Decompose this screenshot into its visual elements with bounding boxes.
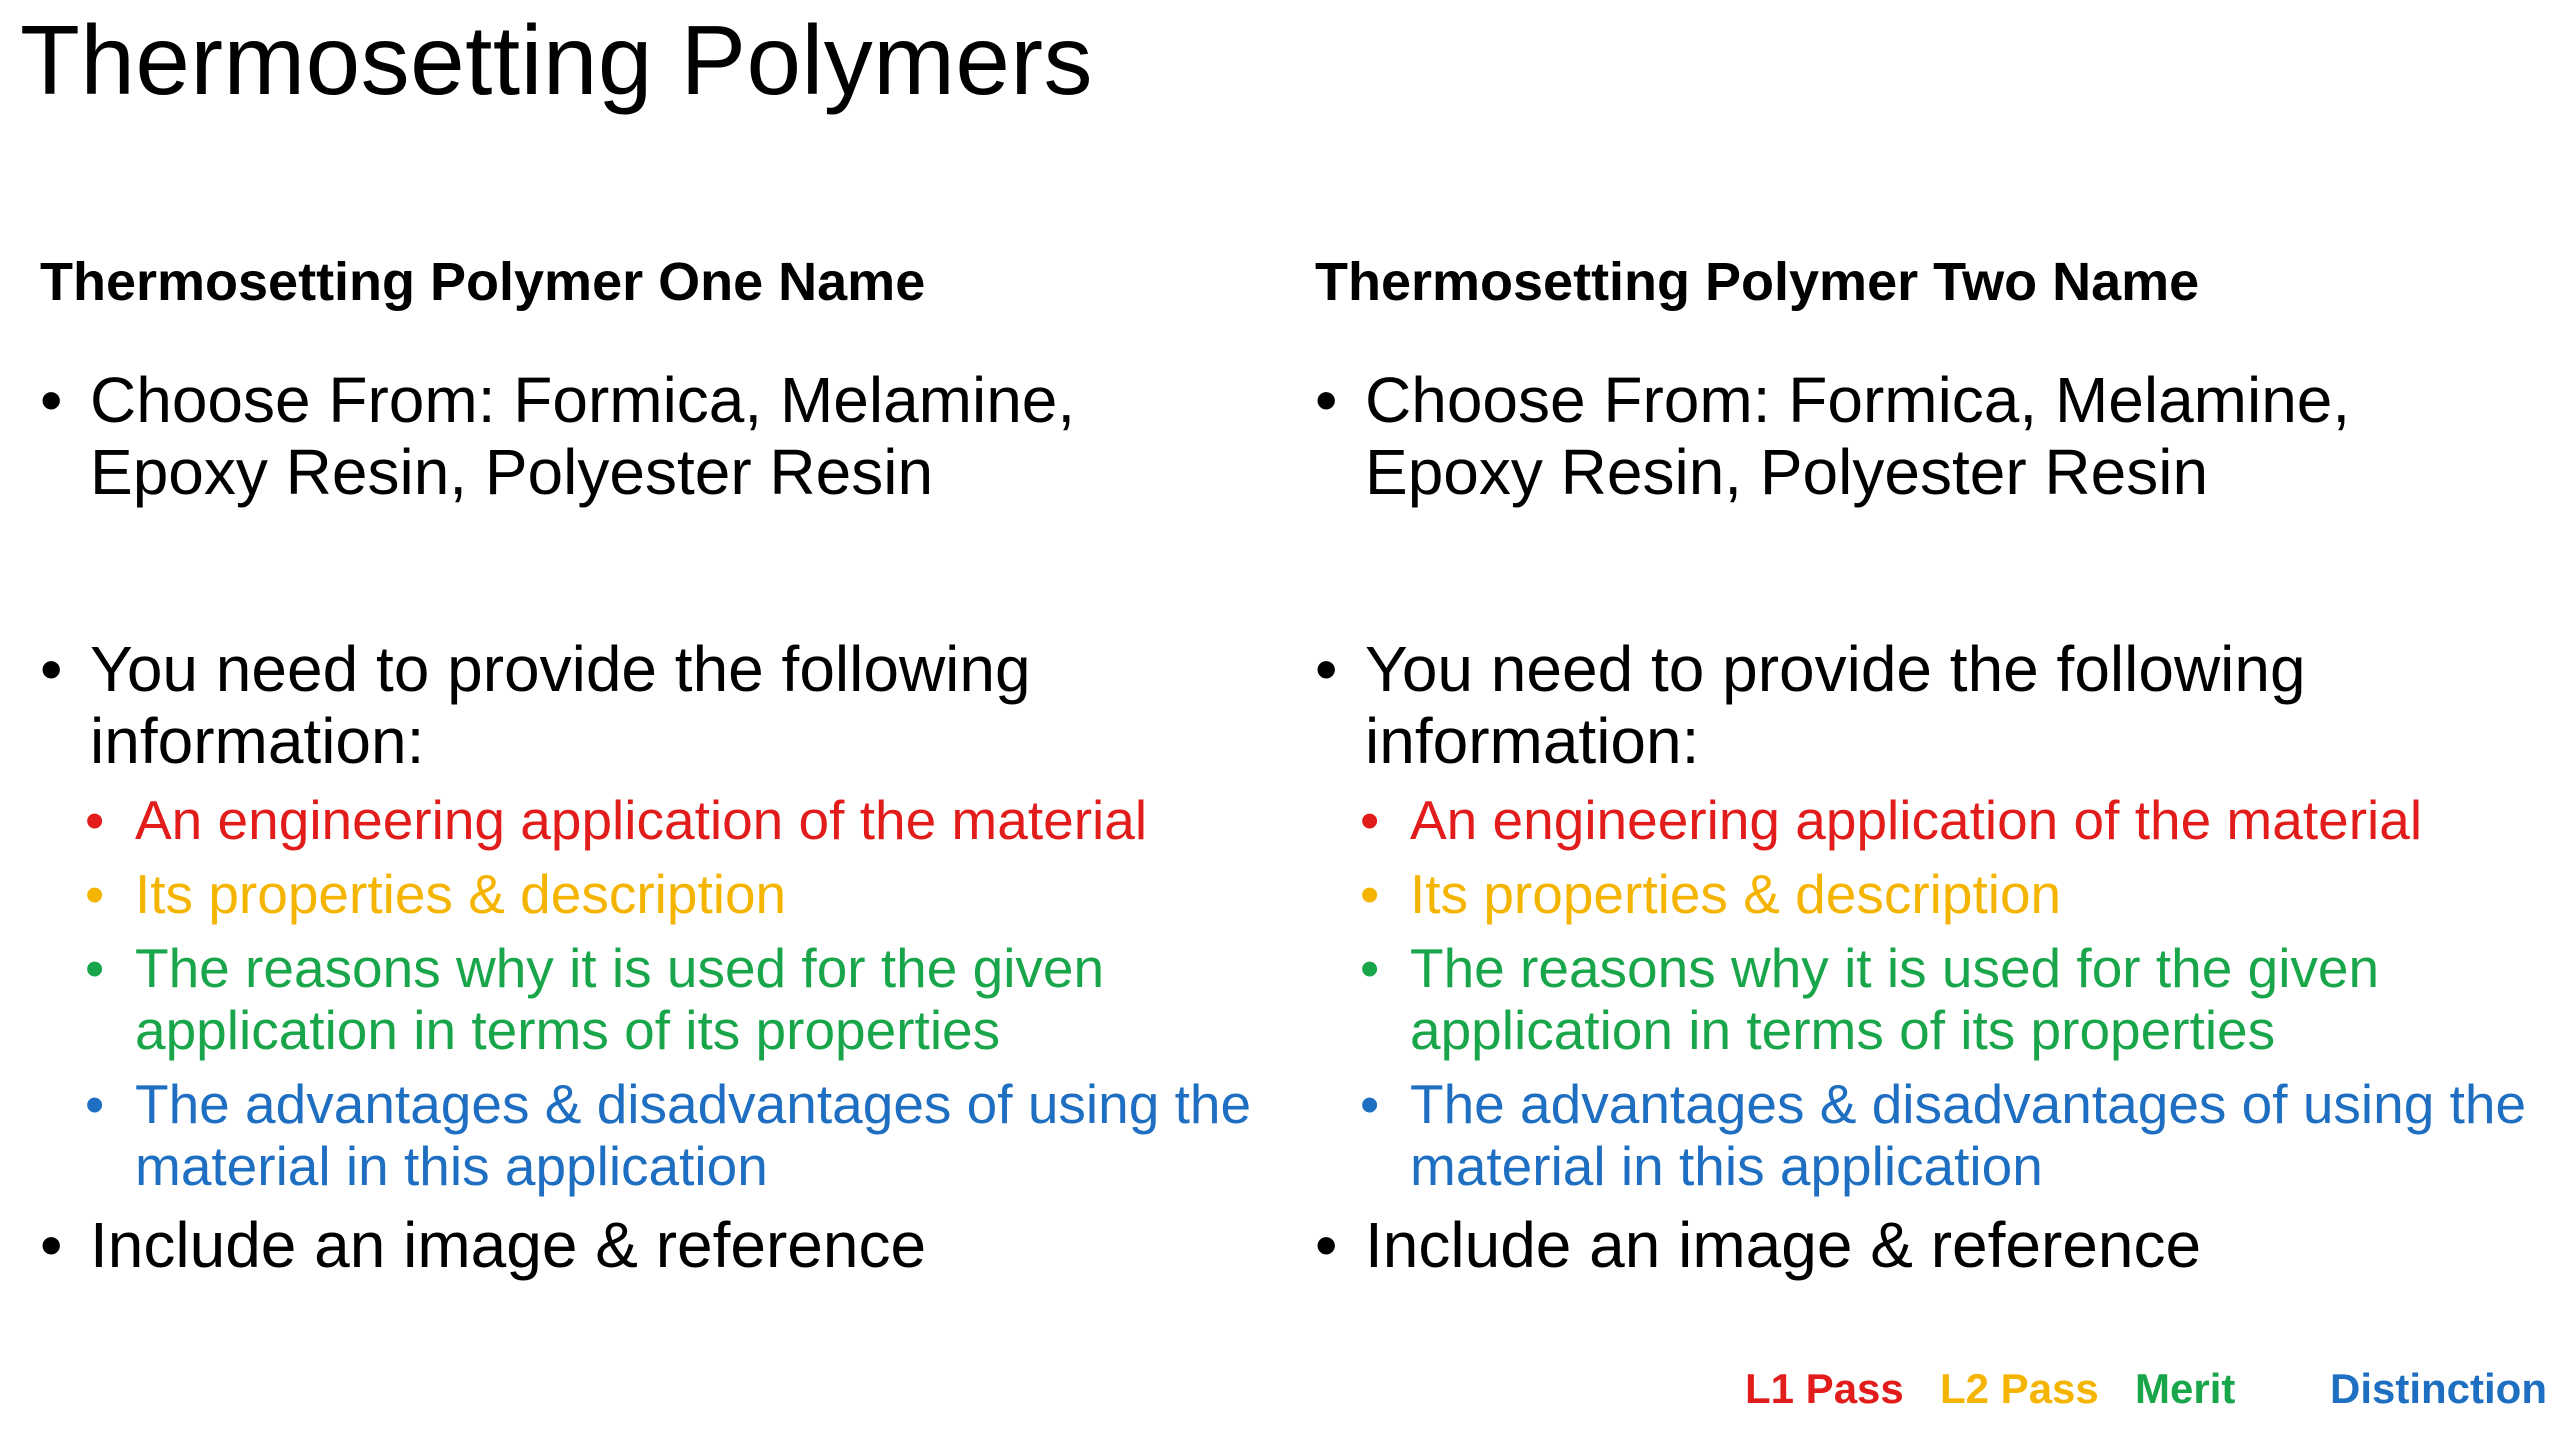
legend-merit: Merit: [2135, 1365, 2236, 1412]
legend-l1-pass: L1 Pass: [1745, 1365, 1904, 1412]
polymer-one-column: [40, 250, 1270, 1281]
include-image-bullet: • Include an image & reference: [40, 1209, 1270, 1281]
requirement-l2-pass: • Its properties & description: [40, 863, 1270, 925]
polymer-one-heading: Thermosetting Polymer One Name: [40, 252, 926, 312]
requirement-l1-pass: • An engineering application of the material: [1315, 789, 2545, 851]
polymer-two-heading: Thermosetting Polymer Two Name: [1315, 252, 2200, 312]
requirement-distinction: • The advantages & disadvantages of using the material in this application: [40, 1073, 1270, 1197]
requirements-list: [1315, 789, 2545, 1197]
provide-info-bullet: • You need to provide the following information:: [40, 633, 1270, 777]
polymer-two-column: [1315, 250, 2545, 1281]
provide-info-bullet: • You need to provide the following information:: [1315, 633, 2545, 777]
requirement-distinction: • The advantages & disadvantages of using the material in this application: [1315, 1073, 2545, 1197]
requirement-merit: • The reasons why it is used for the given application in terms of its properties: [40, 937, 1270, 1061]
slide-title: Thermosetting Polymers: [20, 5, 1094, 115]
requirements-list: [40, 789, 1270, 1197]
choose-from-bullet: • Choose From: Formica, Melamine, Epoxy Resin, Polyester Resin: [1315, 364, 2545, 508]
requirement-l2-pass: • Its properties & description: [1315, 863, 2545, 925]
requirement-merit: • The reasons why it is used for the given application in terms of its properties: [1315, 937, 2545, 1061]
choose-from-bullet: • Choose From: Formica, Melamine, Epoxy Resin, Polyester Resin: [40, 364, 1270, 508]
requirement-l1-pass: • An engineering application of the material: [40, 789, 1270, 851]
legend-distinction: Distinction: [2330, 1365, 2547, 1412]
include-image-bullet: • Include an image & reference: [1315, 1209, 2545, 1281]
legend-l2-pass: L2 Pass: [1940, 1365, 2099, 1412]
